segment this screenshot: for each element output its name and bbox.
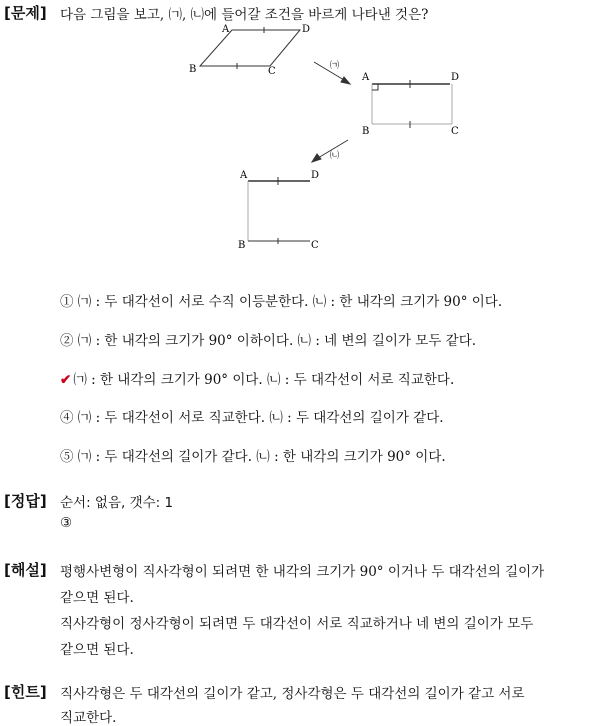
choice-4-number: ④ bbox=[60, 410, 74, 426]
choice-5-number: ⑤ bbox=[60, 449, 74, 465]
choice-4-text: ㈀ : 두 대각선이 서로 직교한다. ㈁ : 두 대각선의 길이가 같다. bbox=[77, 410, 444, 426]
top-label-c: C bbox=[268, 66, 276, 77]
answer-value: ③ bbox=[60, 515, 73, 531]
choice-2[interactable] bbox=[60, 329, 476, 349]
hint-tag: [힌트] bbox=[4, 683, 47, 701]
middle-label-a: A bbox=[362, 72, 370, 83]
bottom-label-a: A bbox=[240, 170, 248, 181]
choice-2-text: ㈀ : 한 내각의 크기가 90° 이하이다. ㈁ : 네 변의 길이가 모두 같다. bbox=[77, 333, 477, 349]
answer-tag: [정답] bbox=[4, 492, 47, 510]
middle-label-b: B bbox=[362, 126, 370, 137]
bottom-label-d: D bbox=[311, 170, 320, 181]
quadrilateral-figure bbox=[0, 0, 592, 270]
top-label-b: B bbox=[189, 64, 197, 75]
choice-3[interactable] bbox=[60, 368, 454, 388]
choice-4[interactable] bbox=[60, 406, 444, 426]
choice-1-text: ㈀ : 두 대각선이 서로 수직 이등분한다. ㈁ : 한 내각의 크기가 90° 이다. bbox=[77, 294, 503, 310]
explanation-line-4: 같으면 된다. bbox=[60, 642, 134, 658]
arrow-2-label: ㈁ bbox=[330, 151, 340, 161]
hint-line-1: 직사각형은 두 대각선의 길이가 같고, 정사각형은 두 대각선의 길이가 같고 서로 bbox=[60, 686, 525, 702]
arrow-1-label: ㈀ bbox=[330, 61, 340, 71]
top-label-a: A bbox=[222, 24, 230, 35]
parallelogram-shape bbox=[200, 27, 300, 69]
explanation-line-3: 직사각형이 정사각형이 되려면 두 대각선이 서로 직교하거나 네 변의 길이가 모두 bbox=[60, 616, 534, 632]
choice-2-number: ② bbox=[60, 333, 74, 349]
choice-5[interactable] bbox=[60, 445, 446, 465]
hint-line-2: 직교한다. bbox=[60, 710, 117, 726]
choice-1-number: ① bbox=[60, 294, 74, 310]
choice-1[interactable] bbox=[60, 290, 502, 310]
choice-5-text: ㈀ : 두 대각선의 길이가 같다. ㈁ : 한 내각의 크기가 90° 이다. bbox=[77, 449, 446, 465]
bottom-label-c: C bbox=[311, 240, 319, 251]
question-prompt: 다음 그림을 보고, ㈀, ㈁에 들어갈 조건을 바르게 나타낸 것은? bbox=[60, 7, 429, 23]
middle-label-d: D bbox=[451, 72, 460, 83]
bottom-label-b: B bbox=[238, 240, 246, 251]
choice-3-text: ㈀ : 한 내각의 크기가 90° 이다. ㈁ : 두 대각선이 서로 직교한다. bbox=[73, 372, 455, 388]
top-label-d: D bbox=[302, 24, 311, 35]
middle-label-c: C bbox=[451, 126, 459, 137]
explanation-line-2: 같으면 된다. bbox=[60, 590, 134, 606]
question-tag: [문제] bbox=[4, 4, 47, 22]
answer-meta: 순서: 없음, 갯수: 1 bbox=[60, 495, 174, 511]
rectangle-shape bbox=[372, 80, 452, 128]
square-shape bbox=[248, 177, 310, 244]
explanation-line-1: 평행사변형이 직사각형이 되려면 한 내각의 크기가 90° 이거나 두 대각선의 길이가 bbox=[60, 564, 545, 580]
explanation-tag: [해설] bbox=[4, 561, 47, 579]
checkmark-icon: ✔ bbox=[60, 372, 72, 388]
